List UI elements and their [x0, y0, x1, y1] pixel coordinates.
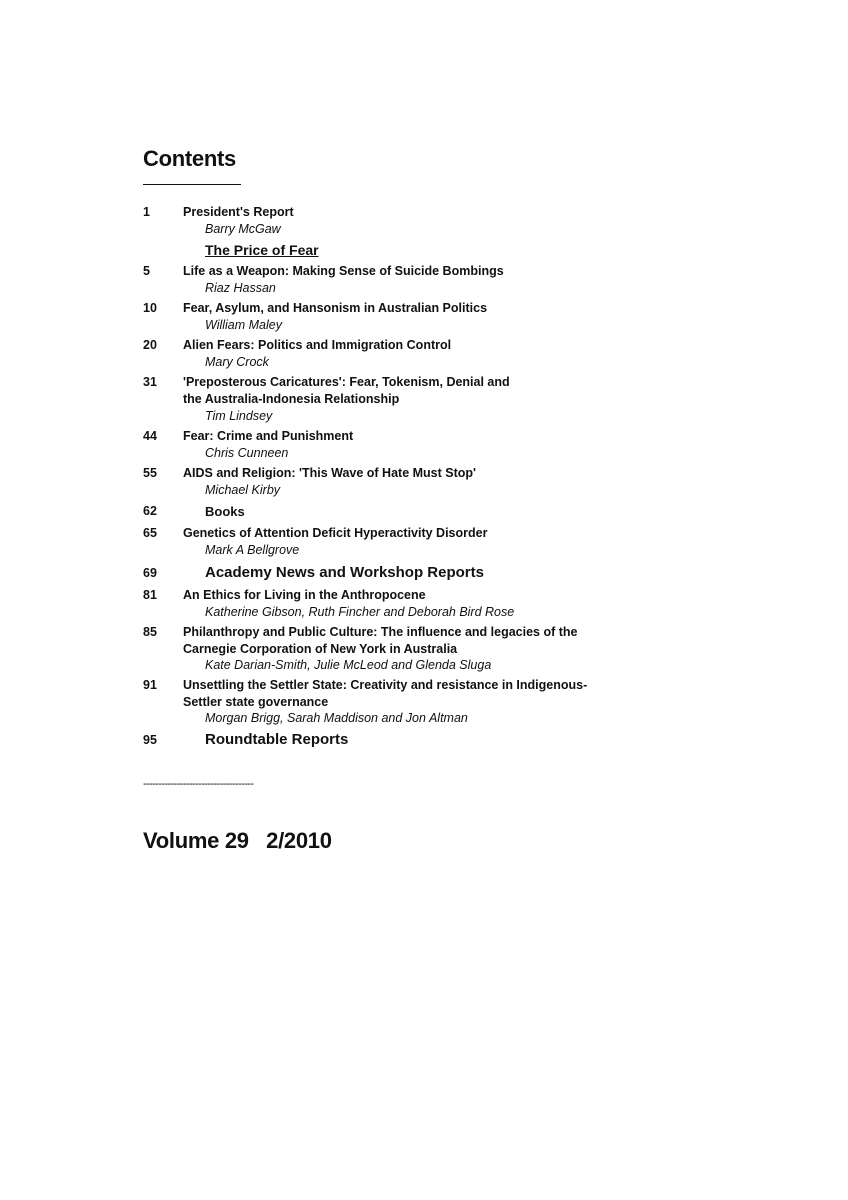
- entry-title: Philanthropy and Public Culture: The influence and legacies of the: [183, 625, 578, 639]
- entry-title: 'Preposterous Caricatures': Fear, Tokenism, Denial and: [183, 375, 510, 389]
- page-number: 69: [143, 566, 157, 580]
- page-number: 81: [143, 588, 157, 602]
- entry-author: Mary Crock: [205, 355, 269, 369]
- entry-title: Fear: Crime and Punishment: [183, 429, 354, 443]
- page-number: 44: [143, 429, 157, 443]
- entry-author: Tim Lindsey: [205, 409, 273, 423]
- entry-author: Barry McGaw: [205, 222, 281, 236]
- page-number: 1: [143, 205, 150, 219]
- entry-title: An Ethics for Living in the Anthropocene: [183, 588, 426, 602]
- entry-title: Genetics of Attention Deficit Hyperactivity Disorder: [183, 526, 488, 540]
- entry-title: Unsettling the Settler State: Creativity and resistance in Indigenous-: [183, 678, 588, 692]
- entry-title: President's Report: [183, 205, 294, 219]
- page-number: 91: [143, 678, 157, 692]
- entry-author: Michael Kirby: [205, 483, 281, 497]
- section-title: The Price of Fear: [205, 242, 319, 258]
- page-number: 20: [143, 338, 157, 352]
- entry-author: William Maley: [205, 318, 282, 332]
- entry-title-continued: Carnegie Corporation of New York in Australia: [183, 642, 458, 656]
- entry-author: Morgan Brigg, Sarah Maddison and Jon Altman: [205, 711, 468, 725]
- entry-author: Mark A Bellgrove: [205, 543, 300, 557]
- page-number: 5: [143, 264, 150, 278]
- entry-title-continued: the Australia-Indonesia Relationship: [183, 392, 400, 406]
- entry-author: Kate Darian-Smith, Julie McLeod and Glenda Sluga: [205, 658, 492, 672]
- entry-title: AIDS and Religion: 'This Wave of Hate Must Stop': [183, 466, 476, 480]
- page-number: 10: [143, 301, 157, 315]
- volume-label: Volume 29 2/2010: [143, 828, 332, 853]
- dashed-separator: ------------------------------------: [143, 778, 254, 790]
- page-number: 62: [143, 504, 157, 518]
- page-number: 31: [143, 375, 157, 389]
- page-number: 85: [143, 625, 157, 639]
- heading-underline-rule: [143, 184, 241, 185]
- entry-title: Fear, Asylum, and Hansonism in Australian Politics: [183, 301, 488, 315]
- section-title: Roundtable Reports: [205, 731, 349, 748]
- section-title: Books: [205, 504, 245, 519]
- page-number: 65: [143, 526, 157, 540]
- entry-author: Katherine Gibson, Ruth Fincher and Deborah Bird Rose: [205, 605, 515, 619]
- entry-title-continued: Settler state governance: [183, 695, 329, 709]
- entry-author: Chris Cunneen: [205, 446, 289, 460]
- page-number: 95: [143, 733, 157, 747]
- page-number: 55: [143, 466, 157, 480]
- entry-author: Riaz Hassan: [205, 281, 276, 295]
- section-title: Academy News and Workshop Reports: [205, 564, 484, 581]
- contents-heading: Contents: [143, 146, 236, 171]
- entry-title: Life as a Weapon: Making Sense of Suicide Bombings: [183, 264, 504, 278]
- entry-title: Alien Fears: Politics and Immigration Control: [183, 338, 452, 352]
